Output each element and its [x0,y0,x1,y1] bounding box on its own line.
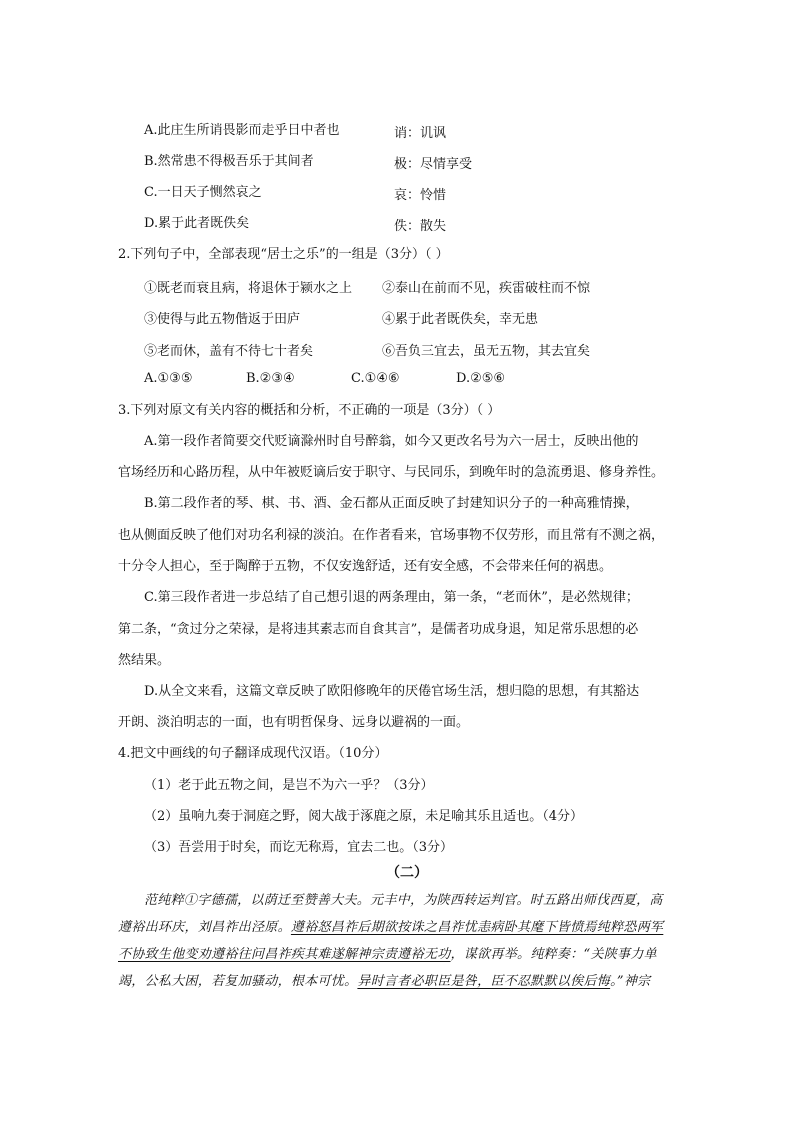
passage-line-4-plain: 竭，公私大困，若复加骚动，根本可忧。 [118,974,358,989]
passage-line-2-plain: 遵裕出环庆，刘昌祚出泾原。 [118,920,291,935]
q1-option-a [144,122,340,140]
q2-item-4: ④累于此者既佚矣，幸无患 [382,312,539,327]
passage-line-4-end: 。”神宗 [610,974,651,989]
q2-item-5: ⑤老而休，盖有不待七十者矣 [144,344,314,359]
q1-option-c [144,184,262,202]
q4-stem: 4.把文中画线的句子翻译成现代汉语。（10分） [118,746,388,761]
q3-option-b-line2: 也从侧面反映了他们对功名利禄的淡泊。在作者看来，官场事物不仅劳形，而且常有不测之祸， [118,528,665,543]
q2-choice-c: C.①④⑥ [351,371,400,386]
q1-option-b-sentence: B.然常患不得极吾乐于其间者 [144,154,314,169]
q1-option-a-sentence: A.此庄生所诮畏影而走乎日中者也 [144,123,340,138]
passage-line-1: 范纯粹①字德孺，以荫迁至赞善大夫。元丰中，为陕西转运判官。时五路出师伐西夏，高 [144,893,663,908]
q1-option-b [144,153,314,171]
q2-choice-b: B.②③④ [246,371,295,386]
passage-underlined-2: 异时言者必职臣是咎，臣不忍默默以俟后悔 [357,974,611,989]
q3-option-a-line2: 官场经历和心路历程，从中年被贬谪后安于职守、与民同乐，到晚年时的急流勇退、修身养性。 [118,465,665,480]
q2-choice-a: A.①③⑤ [144,371,193,386]
passage-line-3-plain: ，谋欲再举。纯粹奏：“关陕事力单 [450,947,657,962]
q2-choice-d: D.②⑤⑥ [456,371,506,386]
passage-underlined-1a: 遵裕怒昌祚后期欲按诛之昌祚忧恚病卧其麾下皆愤焉纯粹恐两军 [290,920,664,935]
q3-stem: 3.下列对原文有关内容的概括和分析，不正确的一项是（3分）（ ） [118,403,501,418]
q1-option-d [144,215,249,233]
passage-line-3 [118,946,657,964]
q3-option-b-line3: 十分令人担心，至于陶醉于五物，不仅安逸舒适，还有安全感，不会带来任何的祸患。 [118,559,613,574]
q3-option-b-line1: B.第二段作者的琴、棋、书、酒、金石都从正面反映了封建知识分子的一种高雅情操， [144,496,639,511]
q2-item-1: ①既老而衰且病，将退休于颍水之上 [144,281,353,296]
q3-option-c-line3: 然结果。 [118,653,171,668]
q3-option-d-line1: D.从全文来看，这篇文章反映了欧阳修晚年的厌倦官场生活，想归隐的思想，有其豁达 [144,684,640,699]
q2-item-3: ③使得与此五物偕返于田庐 [144,312,301,327]
passage-underlined-1b: 不协致生他变劝遵裕往问昌祚疾其难遂解神宗责遵裕无功 [118,947,451,962]
q1-option-b-gloss: 极：尽情享受 [394,157,473,172]
q1-option-c-gloss: 哀：怜惜 [394,188,447,203]
passage-line-2 [118,919,663,937]
q3-option-d-line2: 开朗、淡泊明志的一面，也有明哲保身、远身以避祸的一面。 [118,715,470,730]
q3-option-c-line2: 第二条，“贪过分之荣禄，是将违其素志而自食其言”，是儒者功成身退，知足常乐思想的必 [118,622,639,637]
q4-item-3: （3）吾尝用于时矣，而讫无称焉，宜去二也。（3分） [144,840,454,855]
q1-option-d-gloss: 佚：散失 [394,219,447,234]
q1-option-a-gloss: 诮：讥讽 [394,126,447,141]
q1-option-d-sentence: D.累于此者既佚矣 [144,216,250,231]
q2-item-6: ⑥吾负三宜去，虽无五物，其去宜矣 [382,344,591,359]
section-2-title: （二） [386,865,428,881]
q3-option-c-line1: C.第三段作者进一步总结了自己想引退的两条理由，第一条，“老而休”，是必然规律； [144,590,639,605]
q3-option-a-line1: A.第一段作者简要交代贬谪滁州时自号醉翁，如今又更改名号为六一居士，反映出他的 [144,434,639,449]
q2-stem: 2.下列句子中，全部表现“居士之乐”的一组是（3分）（ ） [118,247,449,262]
q4-item-1: （1）老于此五物之间，是岂不为六一乎？（3分） [144,778,434,793]
q2-item-2: ②泰山在前而不见，疾雷破柱而不惊 [382,281,591,296]
q4-item-2: （2）虽响九奏于洞庭之野，阅大战于涿鹿之原，未足喻其乐且适也。（4分） [144,809,584,824]
passage-line-4 [118,973,650,991]
q1-option-c-sentence: C.一日天子恻然哀之 [144,185,262,200]
